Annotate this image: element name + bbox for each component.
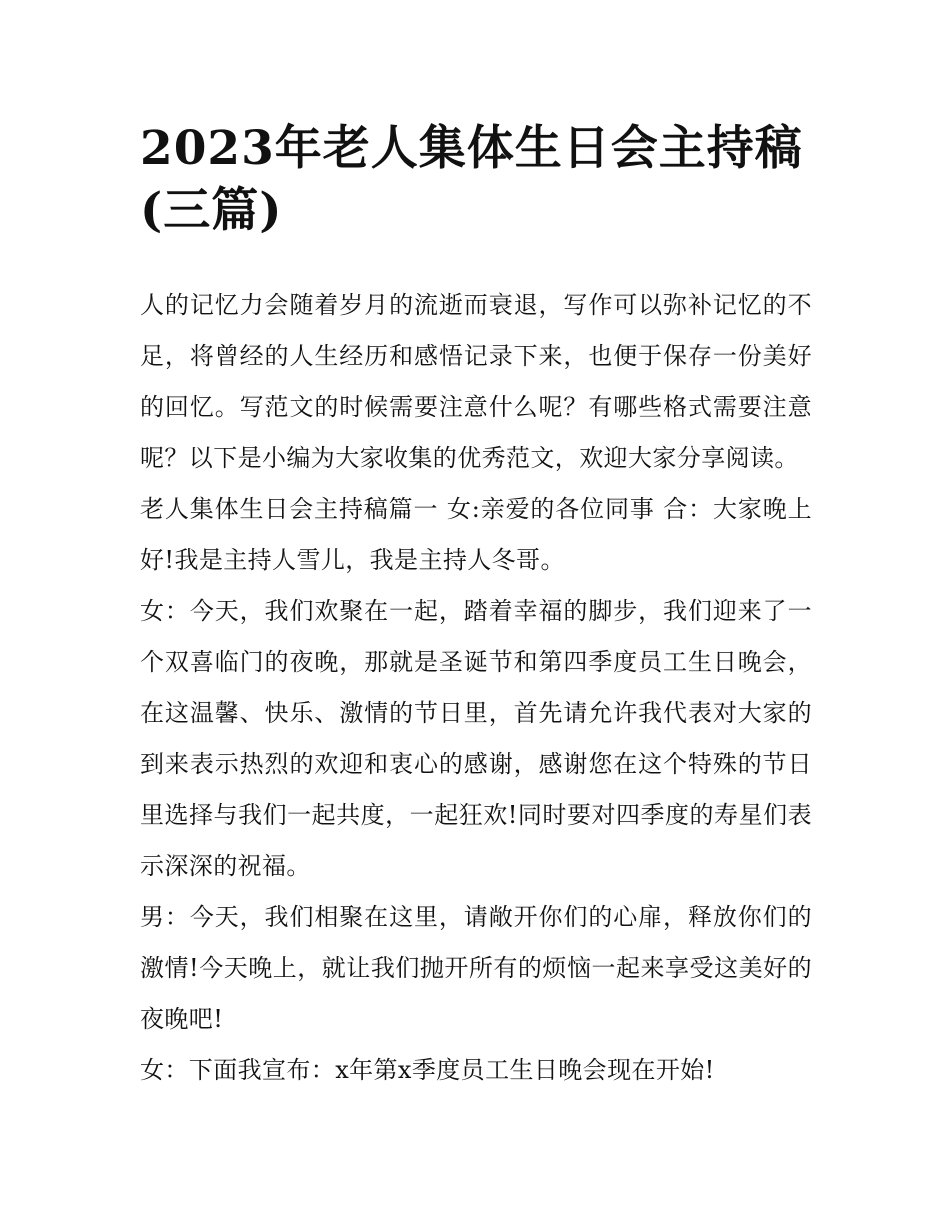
- paragraph-female-host-1: 女：今天，我们欢聚在一起，踏着幸福的脚步，我们迎来了一个双喜临门的夜晚，那就是圣诞节和第四季度员工生日晚会，在这温馨、快乐、激情的节日里，首先请允许我代表对大家的到来表示热烈的欢迎和衷心的感谢，感谢您在这个特殊的节日里选择与我们一起共度，一起狂欢!同时要对四季度的寿星们表示深深的祝福。: [140, 597, 812, 880]
- paragraph-intro: 人的记忆力会随着岁月的流逝而衰退，写作可以弥补记忆的不足，将曾经的人生经历和感悟记录下来，也便于保存一份美好的回忆。写范文的时候需要注意什么呢？有哪些格式需要注意呢？以下是小编为大家收集的优秀范文，欢迎大家分享阅读。: [140, 291, 812, 472]
- paragraph-female-host-2: 女：下面我宣布：x年第x季度员工生日晚会现在开始!: [140, 1056, 715, 1084]
- paragraph-male-host: 男：今天，我们相聚在这里，请敞开你们的心扉，释放你们的激情!今天晚上，就让我们抛开所有的烦恼一起来享受这美好的夜晚吧!: [140, 903, 812, 1033]
- paragraph-opening: 老人集体生日会主持稿篇一 女:亲爱的各位同事 合：大家晚上好!我是主持人雪儿，我是主持人冬哥。: [140, 495, 812, 574]
- document-body: [140, 280, 812, 1096]
- document-title: 2023年老人集体生日会主持稿(三篇): [140, 121, 803, 238]
